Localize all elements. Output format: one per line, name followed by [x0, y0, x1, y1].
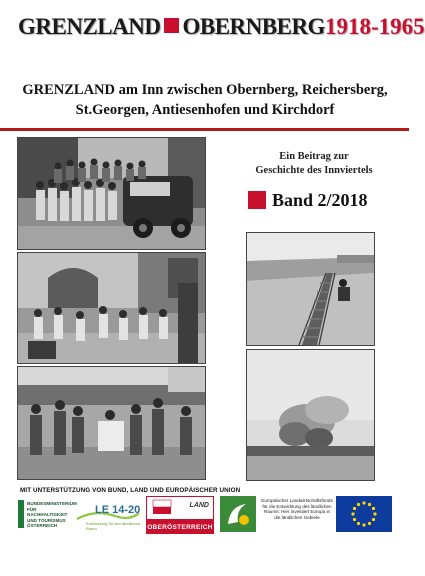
subtitle-line-2: St.Georgen, Antiesenhofen und Kirchdorf: [75, 102, 335, 118]
title-word-grenzland: GRENZLAND: [18, 14, 161, 39]
title-red-square: [164, 18, 179, 33]
ministry-logo: [18, 496, 77, 532]
ministry-green-bar: [18, 500, 24, 528]
upper-austria-flag-icon: [153, 500, 171, 514]
photo-smoke-over-landscape: [246, 349, 375, 481]
le-14-20-label: LE 14-20: [95, 504, 141, 516]
ooe-land-label: LAND: [189, 502, 209, 509]
series-line-1: Ein Beitrag zur: [279, 151, 349, 162]
leader-swirl-icon: [220, 496, 256, 532]
title-word-obernberg: OBERNBERG: [182, 14, 325, 39]
cover-title: [18, 14, 425, 46]
volume-red-square: [248, 191, 266, 209]
cover-subtitle: [10, 80, 400, 120]
land-oberoesterreich-logo: [146, 496, 214, 534]
series-description: [234, 150, 394, 178]
series-line-2: Geschichte des Innviertels: [255, 165, 373, 176]
leader-logo: [220, 496, 256, 532]
support-statement: MIT UNTERSTÜTZUNG VON BUND, LAND UND EUROPÄISCHER UNION: [20, 487, 241, 494]
sponsor-logos: [18, 496, 396, 532]
le-14-20-sublabel: Entwicklung für den ländlichen Raum: [86, 521, 141, 531]
eafrd-text: Europäischer Landwirtschaftsfonds für die Entwicklung des ländlichen Raums: Hier investiert Europa in die ländlichen Gebiete: [261, 498, 333, 520]
subtitle-line-1: GRENZLAND am Inn zwischen Obernberg, Reichersberg,: [22, 82, 388, 98]
ministry-logo-text: BUNDESMINISTERIUM FÜR NACHHALTIGKEIT UND TOURISMUS ÖSTERREICH: [27, 501, 77, 528]
red-divider: [0, 128, 409, 131]
photo-children-procession: [17, 252, 206, 364]
eu-stars-icon: [336, 496, 392, 532]
ooe-name-label: OBERÖSTERREICH: [147, 524, 213, 531]
volume-label: Band 2/2018: [272, 190, 368, 210]
photo-railway-by-river: [246, 232, 375, 346]
photo-group-on-vintage-car: [17, 137, 206, 250]
le-14-20-logo: [73, 496, 145, 532]
photo-group-outdoors: [17, 366, 206, 480]
volume-badge: [248, 190, 398, 211]
title-years: 1918-1965: [324, 14, 425, 39]
eu-flag: [336, 496, 392, 532]
